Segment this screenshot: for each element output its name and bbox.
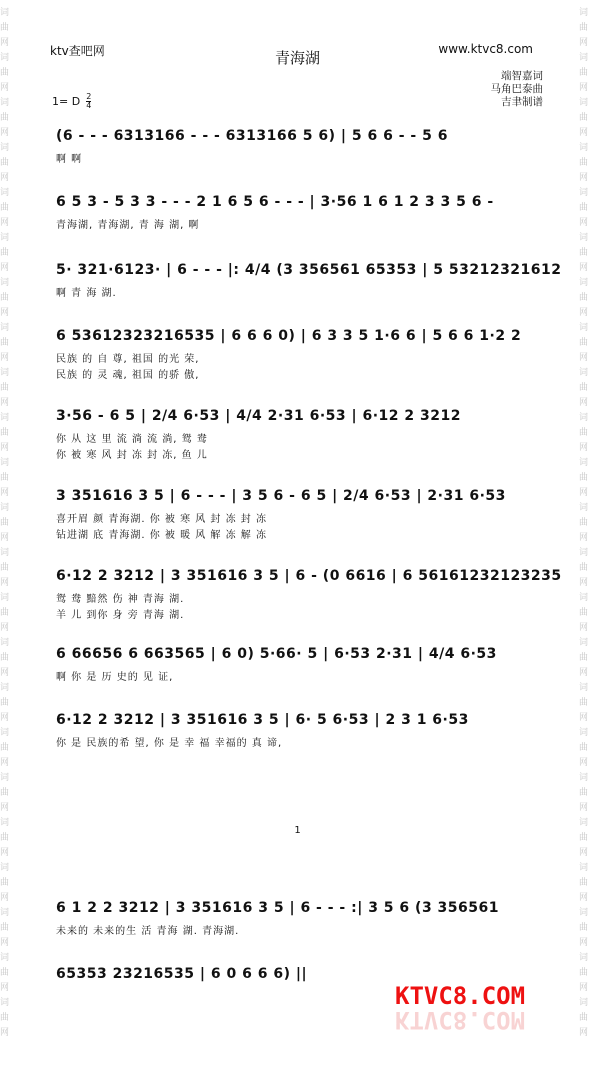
notation-row: 6 66656 6 663565 | 6 0) 5·66· 5 | 6·53 2·31 | 4/4 6·53	[56, 646, 497, 662]
watermark-text: 词曲网	[0, 413, 10, 453]
notation-row: 6·12 2 3212 | 3 351616 3 5 | 6· 5 6·53 | 2 3 1 6·53	[56, 712, 469, 728]
composer-credit: 马角巴泰曲	[490, 83, 543, 95]
watermark-text: 词曲网	[0, 323, 10, 363]
watermark-text: 词曲网	[579, 8, 589, 48]
watermark-text: 词曲网	[0, 953, 10, 993]
watermark-text: 词曲网	[0, 458, 10, 498]
watermark-text: 词曲网	[579, 323, 589, 363]
watermark-text: 词曲网	[0, 863, 10, 903]
watermark-text: 词曲网	[579, 143, 589, 183]
watermark-text: 词曲网	[0, 773, 10, 813]
watermark-text: 词曲网	[579, 818, 589, 858]
score-line	[56, 194, 556, 231]
watermark-text: 词曲网	[579, 728, 589, 768]
watermark-text: 词曲网	[579, 503, 589, 543]
watermark-text: 词曲网	[0, 593, 10, 633]
notation-row: 65353 23216535 | 6 0 6 6 6) ||	[56, 966, 308, 982]
watermark-text: 词曲网	[579, 908, 589, 948]
notation-row: 3·56 - 6 5 | 2/4 6·53 | 4/4 2·31 6·53 | 6·12 2 3212	[56, 408, 461, 424]
watermark-text: 词曲网	[0, 638, 10, 678]
watermark-text: 词曲网	[579, 773, 589, 813]
watermark-text: 词曲网	[579, 638, 589, 678]
key-signature	[52, 93, 91, 110]
lyric-row: 你 被 寒 风 封 冻 封 冻, 鱼 儿	[56, 450, 208, 461]
lyric-row: 青海湖, 青海湖, 青 海 湖, 啊	[56, 220, 200, 231]
watermark-text: 词曲网	[579, 278, 589, 318]
score-line	[56, 262, 562, 299]
site-logo-reflection: KTVC8.COM	[395, 1006, 526, 1034]
watermark-text: 词曲网	[0, 548, 10, 588]
score-line	[56, 128, 556, 165]
time-signature-top: 2	[86, 92, 92, 101]
watermark-text: 词曲网	[579, 368, 589, 408]
song-title: 青海湖	[274, 49, 320, 67]
watermark-column-left	[0, 0, 16, 1072]
watermark-text: 词曲网	[0, 188, 10, 228]
score-line	[56, 900, 556, 937]
notation-row: 6·12 2 3212 | 3 351616 3 5 | 6 - (0 6616 | 6 56161232123235	[56, 568, 562, 584]
watermark-text: 词曲网	[579, 548, 589, 588]
watermark-text: 词曲网	[0, 683, 10, 723]
watermark-text: 词曲网	[0, 908, 10, 948]
lyric-row: 民族 的 自 尊, 祖国 的光 荣,	[56, 354, 200, 365]
score-line	[56, 408, 556, 461]
watermark-text: 词曲网	[0, 53, 10, 93]
watermark-text: 词曲网	[0, 98, 10, 138]
watermark-text: 词曲网	[0, 818, 10, 858]
site-logo: KTVC8.COM	[395, 982, 526, 1010]
lyric-row: 啊 青 海 湖.	[56, 288, 117, 299]
watermark-text: 词曲网	[579, 413, 589, 453]
watermark-text: 词曲网	[0, 728, 10, 768]
watermark-text: 词曲网	[579, 53, 589, 93]
watermark-text: 词曲网	[0, 368, 10, 408]
notation-row: 6 1 2 2 3212 | 3 351616 3 5 | 6 - - - :| 3 5 6 (3 356561	[56, 900, 500, 916]
watermark-text: 词曲网	[0, 503, 10, 543]
watermark-text: 词曲网	[0, 8, 10, 48]
watermark-text: 词曲网	[579, 593, 589, 633]
watermark-column-right	[579, 0, 595, 1072]
watermark-text: 词曲网	[579, 458, 589, 498]
lyric-row: 喜开眉 颜 青海湖. 你 被 寒 风 封 冻 封 冻	[56, 514, 267, 525]
notation-row: 6 53612323216535 | 6 6 6 0) | 6 3 3 5 1·6 6 | 5 6 6 1·2 2	[56, 328, 522, 344]
lyricist-credit: 端智嘉词	[501, 70, 543, 82]
lyric-row: 鸳 鸯 黯然 伤 神 青海 湖.	[56, 594, 185, 605]
lyric-row: 啊 啊	[56, 154, 83, 165]
watermark-text: 词曲网	[579, 683, 589, 723]
score-line	[56, 966, 556, 982]
lyric-row: 啊 你 是 历 史的 见 证,	[56, 672, 174, 683]
watermark-text: 词曲网	[579, 98, 589, 138]
credits-block	[491, 70, 544, 109]
score-line	[56, 712, 556, 749]
watermark-text: 词曲网	[0, 233, 10, 273]
notation-row: 5· 321·6123· | 6 - - - |: 4/4 (3 356561 65353 | 5 53212321612	[56, 262, 562, 278]
watermark-text: 词曲网	[579, 863, 589, 903]
site-name: ktv查吧网	[50, 44, 105, 58]
lyric-row: 你 从 这 里 流 淌 流 淌, 鸳 鸯	[56, 434, 208, 445]
lyric-row: 未来的 未来的生 活 青海 湖. 青海湖.	[56, 926, 240, 937]
time-signature	[86, 93, 91, 110]
key-label: 1= D	[52, 95, 81, 108]
watermark-text: 词曲网	[579, 998, 589, 1038]
transcriber-credit: 吉聿制谱	[501, 96, 543, 108]
notation-row: 3 351616 3 5 | 6 - - - | 3 5 6 - 6 5 | 2/4 6·53 | 2·31 6·53	[56, 488, 506, 504]
lyric-row: 民族 的 灵 魂, 祖国 的骄 傲,	[56, 370, 200, 381]
lyric-row: 羊 儿 到你 身 旁 青海 湖.	[56, 610, 185, 621]
notation-row: (6 - - - 6313166 - - - 6313166 5 6) | 5 6 6 - - 5 6	[56, 128, 448, 144]
lyric-row: 你 是 民族的希 望, 你 是 幸 福 幸福的 真 谛,	[56, 738, 283, 749]
page-number: 1	[294, 825, 301, 836]
score-line	[56, 488, 556, 541]
score-line	[56, 328, 556, 381]
watermark-text: 词曲网	[579, 233, 589, 273]
time-signature-bottom: 4	[86, 101, 92, 110]
watermark-text: 词曲网	[579, 188, 589, 228]
watermark-text: 词曲网	[579, 953, 589, 993]
watermark-text: 词曲网	[0, 998, 10, 1038]
lyric-row: 钻进湖 底 青海湖. 你 被 暖 风 解 冻 解 冻	[56, 530, 267, 541]
site-url[interactable]: www.ktvc8.com	[438, 42, 533, 56]
score-line	[56, 646, 556, 683]
watermark-text: 词曲网	[0, 143, 10, 183]
notation-row: 6 5 3 - 5 3 3 - - - 2 1 6 5 6 - - - | 3·56 1 6 1 2 3 3 5 6 -	[56, 194, 494, 210]
watermark-text: 词曲网	[0, 278, 10, 318]
score-line	[56, 568, 562, 621]
